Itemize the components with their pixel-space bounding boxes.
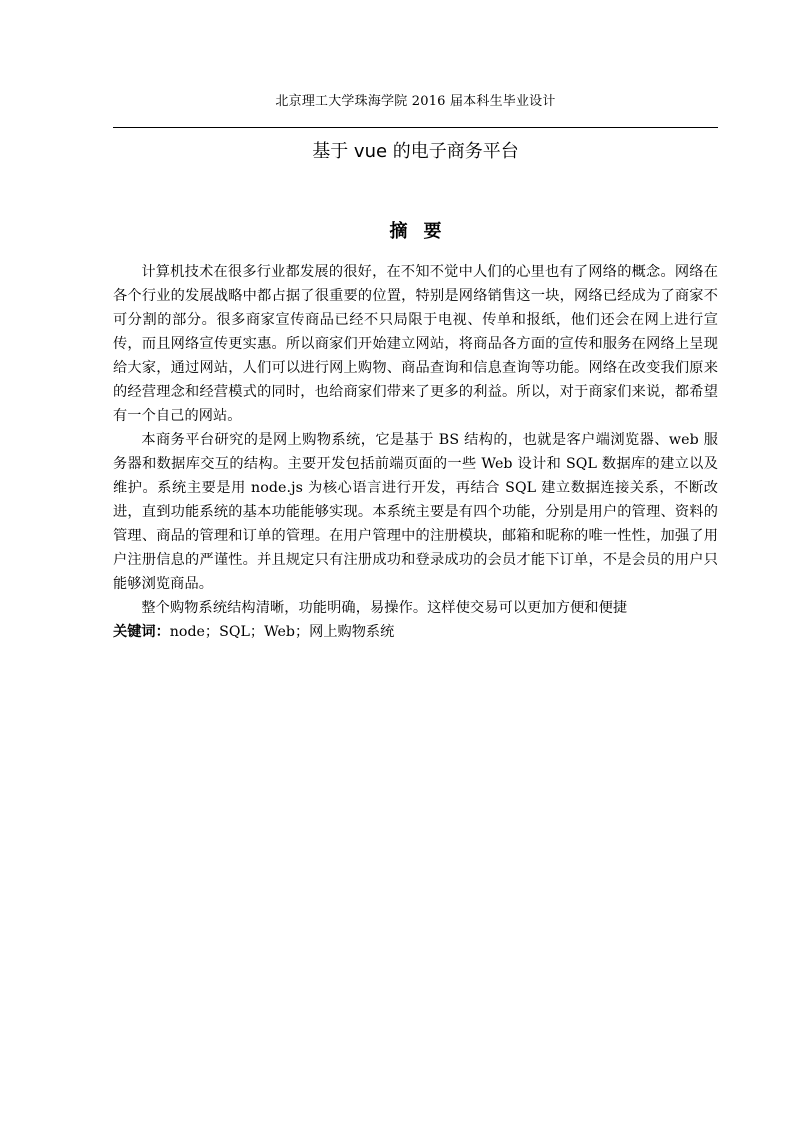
document-title: 基于 vue 的电子商务平台 <box>312 141 519 162</box>
keywords-text: node；SQL；Web；网上购物系统 <box>169 624 395 640</box>
abstract-paragraph-3: 整个购物系统结构清晰，功能明确，易操作。这样使交易可以更加方便和便捷 <box>141 600 628 616</box>
keywords-label: 关键词： <box>113 624 170 640</box>
keywords-line <box>113 620 718 644</box>
abstract-paragraph-2: 本商务平台研究的是网上购物系统，它是基于 BS 结构的，也就是客户端浏览器、web 服务器和数据库交互的结构。主要开发包括前端页面的一些 Web 设计和 SQL 数据库的建立以及维护。系统主要是用 node.js 为核心语言进行开发，再结合 SQL 建立数据连接关系，不断改进，直到功能系统的基本功能能够实现。本系统主要是有四个功能，分别是用户的管理、资料的管理、商品的管理和订单的管理。在用户管理中的注册模块，邮箱和昵称的唯一性性，加强了用户注册信息的严谨性。并且规定只有注册成功和登录成功的会员才能下订单，不是会员的用户只能够浏览商品。 <box>113 432 718 592</box>
header-divider <box>113 127 718 128</box>
abstract-heading: 摘要 <box>389 221 458 242</box>
running-header: 北京理工大学珠海学院 2016 届本科生毕业设计 <box>275 94 556 109</box>
abstract-body <box>113 260 718 644</box>
abstract-paragraph-1: 计算机技术在很多行业都发展的很好，在不知不觉中人们的心里也有了网络的概念。网络在各个行业的发展战略中都占据了很重要的位置，特别是网络销售这一块，网络已经成为了商家不可分割的部分。很多商家宣传商品已经不只局限于电视、传单和报纸，他们还会在网上进行宣传，而且网络宣传更实惠。所以商家们开始建立网站，将商品各方面的宣传和服务在网络上呈现给大家，通过网站，人们可以进行网上购物、商品查询和信息查询等功能。网络在改变我们原来的经营理念和经营模式的同时，也给商家们带来了更多的利益。所以，对于商家们来说，都希望有一个自己的网站。 <box>113 264 718 424</box>
